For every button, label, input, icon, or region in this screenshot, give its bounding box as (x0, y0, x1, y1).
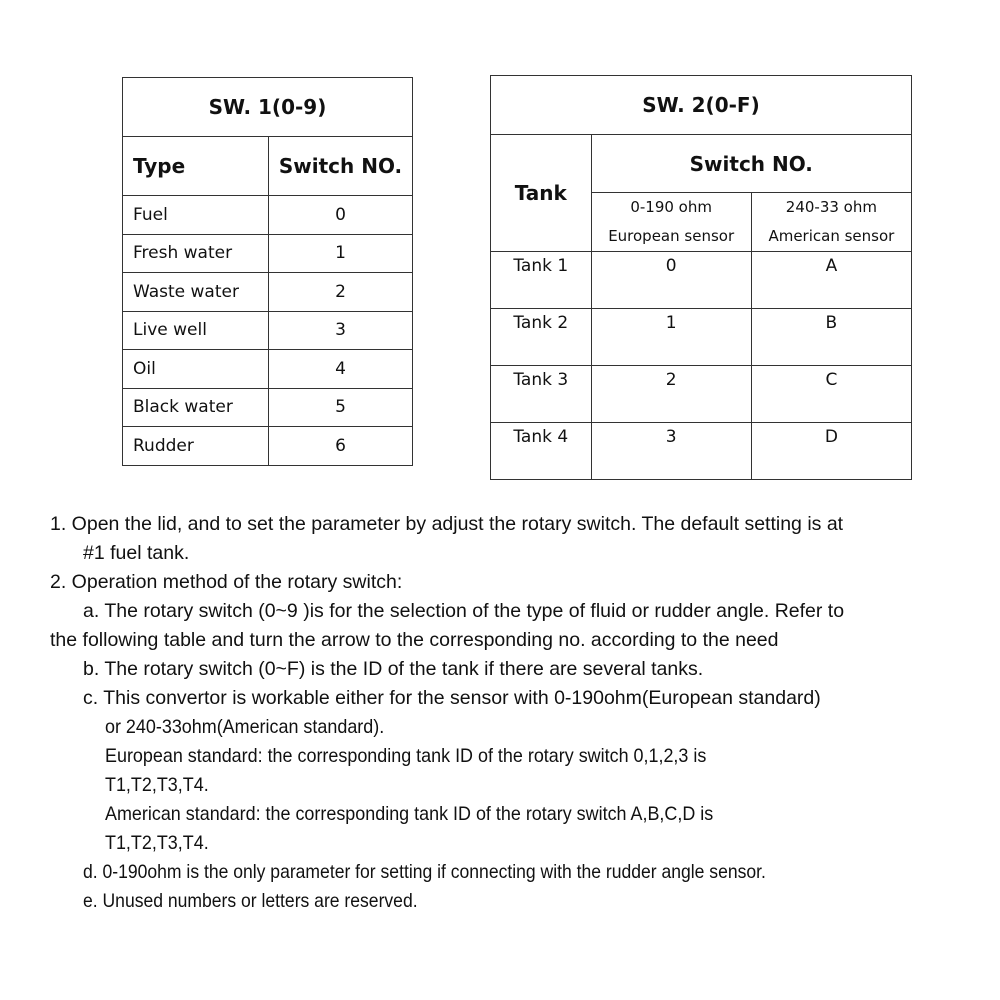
note-1-line-1: 1. Open the lid, and to set the parameter by adjust the rotary switch. The default setting is at (50, 513, 844, 535)
switch-cell: 6 (269, 427, 413, 466)
note-2e: e. Unused numbers or letters are reserved. (83, 890, 418, 912)
range-label: 0-190 ohm (630, 198, 712, 216)
sw1-header-type: Type (123, 137, 269, 196)
table-row (123, 350, 413, 389)
sw1-header-switch: Switch NO. (269, 137, 413, 196)
instructions (50, 510, 980, 916)
note-2: 2. Operation method of the rotary switch: (50, 571, 403, 593)
table-row (123, 234, 413, 273)
range-label: 240-33 ohm (785, 198, 877, 216)
european-cell: 1 (591, 309, 751, 366)
table-row (123, 311, 413, 350)
type-cell: Rudder (123, 427, 269, 466)
table-row (491, 252, 912, 309)
switch-cell: 4 (269, 350, 413, 389)
table-row (491, 366, 912, 423)
table-row (491, 423, 912, 480)
american-cell: B (751, 309, 911, 366)
european-cell: 2 (591, 366, 751, 423)
sw2-table (490, 75, 912, 480)
note-2c-european-line-1: European standard: the corresponding tank ID of the rotary switch 0,1,2,3 is (105, 745, 707, 767)
type-cell: Live well (123, 311, 269, 350)
type-cell: Fuel (123, 196, 269, 235)
table-row (491, 309, 912, 366)
american-cell: D (751, 423, 911, 480)
sensor-label: American sensor (768, 227, 895, 245)
note-2a-line-1: a. The rotary switch (0~9 )is for the selection of the type of fluid or rudder angle. Refer to (83, 600, 845, 622)
table-row (123, 427, 413, 466)
sw2-header-tank: Tank (491, 135, 592, 252)
note-2d: d. 0-190ohm is the only parameter for setting if connecting with the rudder angle sensor. (83, 861, 766, 883)
note-2c-american-line-2: T1,T2,T3,T4. (105, 832, 209, 854)
switch-cell: 1 (269, 234, 413, 273)
sw2-title: SW. 2(0-F) (491, 76, 912, 135)
switch-cell: 3 (269, 311, 413, 350)
note-2c-line-2: or 240-33ohm(American standard). (105, 716, 385, 738)
tank-cell: Tank 2 (491, 309, 592, 366)
table-row (123, 196, 413, 235)
type-cell: Black water (123, 388, 269, 427)
switch-cell: 0 (269, 196, 413, 235)
type-cell: Oil (123, 350, 269, 389)
sensor-label: European sensor (608, 227, 735, 245)
european-cell: 0 (591, 252, 751, 309)
tank-cell: Tank 3 (491, 366, 592, 423)
sw1-title: SW. 1(0-9) (123, 78, 413, 137)
sw1-table (122, 77, 413, 466)
sw2-header-switch: Switch NO. (591, 135, 911, 193)
european-cell: 3 (591, 423, 751, 480)
note-2c-american-line-1: American standard: the corresponding tank ID of the rotary switch A,B,C,D is (105, 803, 714, 825)
note-2c-european-line-2: T1,T2,T3,T4. (105, 774, 209, 796)
type-cell: Waste water (123, 273, 269, 312)
tank-cell: Tank 1 (491, 252, 592, 309)
sw2-subheader-european (591, 193, 751, 252)
switch-cell: 5 (269, 388, 413, 427)
note-2c-line-1: c. This convertor is workable either for the sensor with 0-190ohm(European standard) (83, 687, 821, 709)
american-cell: C (751, 366, 911, 423)
switch-cell: 2 (269, 273, 413, 312)
american-cell: A (751, 252, 911, 309)
table-row (123, 273, 413, 312)
note-2b: b. The rotary switch (0~F) is the ID of the tank if there are several tanks. (83, 658, 704, 680)
table-row (123, 388, 413, 427)
note-1-line-2: #1 fuel tank. (83, 542, 190, 564)
note-2a-line-2: the following table and turn the arrow to the corresponding no. according to the need (50, 629, 779, 651)
tank-cell: Tank 4 (491, 423, 592, 480)
type-cell: Fresh water (123, 234, 269, 273)
sw2-subheader-american (751, 193, 911, 252)
